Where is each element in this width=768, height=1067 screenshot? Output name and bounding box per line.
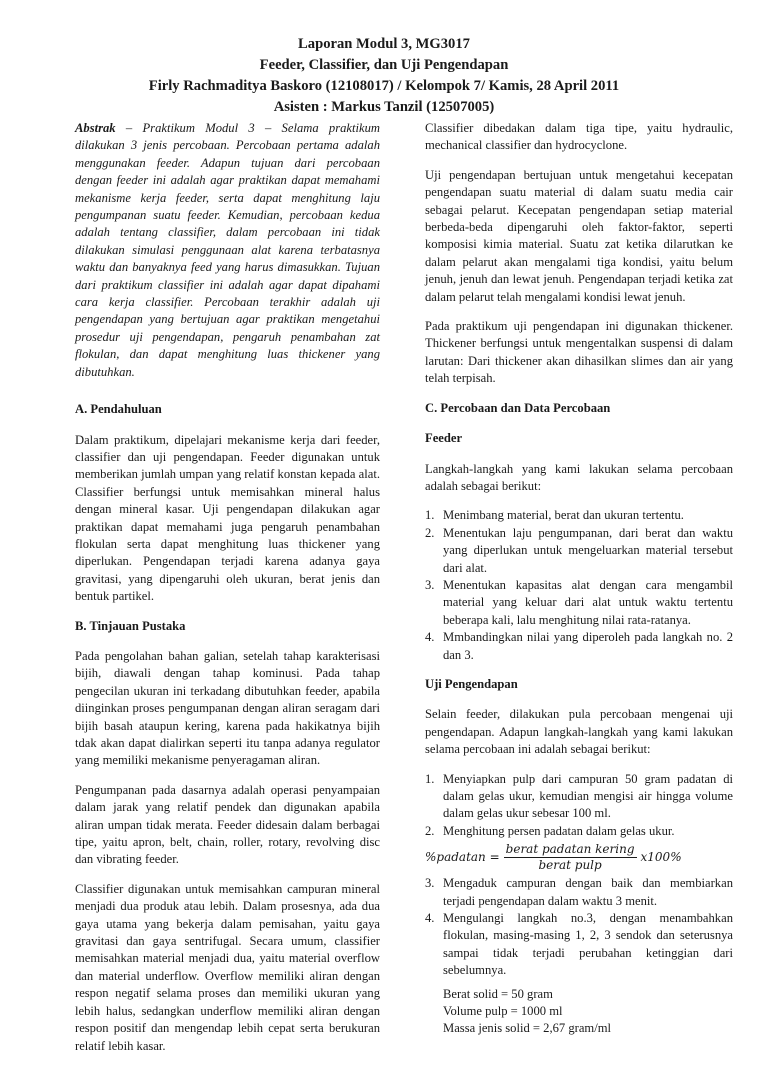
list-text: Menyiapkan pulp dari campuran 50 gram padatan di dalam gelas ukur, kemudian mengisi air hingga volume dalam gelas ukur sebesar 100 ml. bbox=[443, 771, 733, 821]
report-title: Laporan Modul 3, MG3017 bbox=[298, 36, 470, 52]
list-number: 2. bbox=[425, 823, 435, 838]
list-text: Mmbandingkan nilai yang diperoleh pada langkah no. 2 dan 3. bbox=[443, 630, 733, 662]
section-b-paragraph-2: Pengumpanan pada dasarnya adalah operasi penyampaian dalam jarak yang relatif pendek dan digunakan apabila aliran umpan tidak merata. Feeder didesain dalam berbagai tipe, yaitu apron, belt, chain, roller, rotary, revolving disc dan vibrating feeder. bbox=[75, 782, 380, 867]
list-text: Mengulangi langkah no.3, dengan menambahkan flokulan, masing-masing 1, 2, 3 sendok dan seterusnya sampai tidak terjadi perubahan ketinggian dari sebelumnya. bbox=[443, 911, 733, 978]
feeder-subtitle: Feeder bbox=[425, 431, 463, 446]
section-c-title: C. Percobaan dan Data Percobaan bbox=[425, 400, 611, 415]
formula-numerator: berat padatan kering bbox=[505, 842, 635, 857]
feeder-steps-list bbox=[425, 507, 733, 664]
solid-density: Massa jenis solid = 2,67 gram/ml bbox=[443, 1021, 612, 1036]
right-column bbox=[425, 120, 733, 1038]
list-item bbox=[425, 823, 733, 840]
list-number: 4. bbox=[425, 911, 435, 926]
thickener-paragraph: Pada praktikum uji pengendapan ini digunakan thickener. Thickener berfungsi untuk mengentalkan suspensi di dalam larutan: Dari thickener akan dihasilkan slimes dan air yang telah terpisah. bbox=[425, 319, 733, 386]
section-a-paragraph: Dalam praktikum, dipelajari mekanisme kerja dari feeder, classifier dan uji pengendapan. Feeder digunakan untuk memberikan jumlah umpan yang relatif konstan kepada alat. Classifier berfungsi untuk memisahkan mineral halus dengan mineral kasar. Uji pengendapan dilakukan agar praktikan dapat memahami juga pengaruh penambahan flokulan serta dapat menghitung luas thickener yang diperlukan. Pengendapan terjadi karena adanya gaya gravitasi, yang dipengaruhi oleh ukuran, berat jenis dan bentuk partikel. bbox=[75, 432, 380, 604]
formula-lhs: %padatan = bbox=[425, 850, 500, 865]
list-number: 3. bbox=[425, 876, 435, 891]
list-item bbox=[425, 910, 733, 980]
feeder-intro: Langkah-langkah yang kami lakukan selama percobaan adalah sebagai berikut: bbox=[425, 461, 733, 493]
uji-subtitle: Uji Pengendapan bbox=[425, 676, 518, 691]
list-number: 3. bbox=[425, 577, 435, 592]
list-text: Menimbang material, berat dan ukuran tertentu. bbox=[443, 508, 684, 523]
section-b-paragraph-3: Classifier digunakan untuk memisahkan campuran mineral menjadi dua produk atau lebih. Dalam prosesnya, ada dua gaya utama yang bekerja dalam pemisahan, yaitu gaya gravitasi dan gaya sentrifugal. Secara umum, classifier memisahkan material menjadi dua, yaitu material overflow dan material underflow. Overflow memiliki aliran dengan respon negatif selama proses dan memiliki ukuran yang lebih halus, sedangkan underflow memiliki aliran dengan respon positif dan mengendap lebih cepat serta berukuran relatif lebih kasar. bbox=[75, 881, 380, 1053]
list-number: 2. bbox=[425, 525, 435, 540]
abstract-label: Abstrak bbox=[75, 121, 116, 135]
list-number: 1. bbox=[425, 771, 435, 786]
uji-steps-list-continued bbox=[425, 875, 733, 979]
uji-intro: Selain feeder, dilakukan pula percobaan mengenai uji pengendapan. Adapun langkah-langkah yang kami lakukan selama percobaan ini adalah sebagai berikut: bbox=[425, 707, 733, 757]
formula-denominator: berat pulp bbox=[538, 858, 602, 873]
list-item bbox=[425, 577, 733, 629]
section-a-title: A. Pendahuluan bbox=[75, 402, 162, 417]
list-number: 4. bbox=[425, 630, 435, 645]
list-text: Mengaduk campuran dengan baik dan membiarkan terjadi pengendapan dalam waktu 3 menit. bbox=[443, 876, 733, 908]
experiment-data bbox=[425, 986, 733, 1038]
author-line: Firly Rachmaditya Baskoro (12108017) / Kelompok 7/ Kamis, 28 April 2011 bbox=[148, 78, 620, 94]
left-column bbox=[75, 120, 380, 1067]
pulp-volume: Volume pulp = 1000 ml bbox=[443, 1004, 563, 1019]
list-item bbox=[425, 525, 733, 577]
list-item bbox=[425, 875, 733, 910]
classifier-types-paragraph: Classifier dibedakan dalam tiga tipe, yaitu hydraulic, mechanical classifier dan hydrocyclone. bbox=[425, 121, 733, 153]
section-b-paragraph-1: Pada pengolahan bahan galian, setelah tahap karakterisasi bijih, diawali dengan tahap kominusi. Pada tahap pengecilan ukuran ini terkadang dibutuhkan feeder, apabila diinginkan proses pengumpanan dengan aliran seragam dari bijih basah ataupun kering, karena pada hakikatnya bijih tdak akan dapat dialirkan seperti itu tanpa adanya regulator yang memiliki mekanisme penyeragaman aliran. bbox=[75, 648, 380, 768]
solid-weight: Berat solid = 50 gram bbox=[443, 986, 553, 1001]
list-number: 1. bbox=[425, 508, 435, 523]
formula-fraction bbox=[504, 842, 637, 873]
settling-paragraph: Uji pengendapan bertujuan untuk mengetahui kecepatan pengendapan suatu material di dalam suatu media cair sebagai pelarut. Kecepatan pengendapan setiap material berbeda-beda dipengaruhi oleh faktor-faktor, seperti komposisi kimia material. Suatu zat ketika dilarutkan ke dalam pelarut akan mengalami tiga kondisi, yaitu belum jenuh, jenuh dan lewat jenuh. Pengendapan terjadi ketika zat dalam pelarut telah mengalami kondisi lewat jenuh. bbox=[425, 167, 733, 304]
uji-steps-list bbox=[425, 771, 733, 841]
abstract-text: – Praktikum Modul 3 – Selama praktikum dilakukan 3 jenis percobaan. Percobaan pertama adalah menggunakan feeder. Adapun tujuan dari percobaan dengan feeder ini adalah agar praktikan dapat memahami mekanisme kerja feeder, serta dapat menghitung laju pengumpanan suatu feeder. Kemudian, percobaan kedua adalah tentang classifier, dalam percobaan ini tidak dilakukan simulasi penggunaan alat karena terbatasnya waktu dan banyaknya feed yang harus dimasukkan. Tujuan dari praktikum classifier ini adalah agar dapat dipahami cara kerja classifier. Percobaan terakhir adalah uji pengendapan yang bertujuan agar praktikan mengetahui prosedur uji pengendapan, pengaruh penambahan zat flokulan, dan dapat menghitung luas thickener yang dibutuhkan. bbox=[75, 121, 380, 379]
assistant-line: Asisten : Markus Tanzil (12507005) bbox=[273, 99, 495, 115]
list-item bbox=[425, 629, 733, 664]
list-text: Menentukan laju pengumpanan, dari berat dan waktu yang diperlukan untuk mengeluarkan material tersebut dari alat. bbox=[443, 525, 733, 575]
report-subtitle: Feeder, Classifier, dan Uji Pengendapan bbox=[259, 57, 509, 73]
list-text: Menentukan kapasitas alat dengan cara mengambil material yang keluar dari alat untuk waktu tertentu beberapa kali, lalu menghitung nilai rata-ratanya. bbox=[443, 577, 733, 627]
formula-rhs: x100% bbox=[640, 850, 682, 865]
list-text: Menghitung persen padatan dalam gelas ukur. bbox=[443, 823, 675, 838]
abstract bbox=[75, 120, 380, 381]
document-header bbox=[0, 34, 768, 118]
list-item bbox=[425, 771, 733, 823]
list-item bbox=[425, 507, 733, 524]
section-b-title: B. Tinjauan Pustaka bbox=[75, 618, 186, 633]
percent-solid-formula bbox=[425, 842, 733, 873]
